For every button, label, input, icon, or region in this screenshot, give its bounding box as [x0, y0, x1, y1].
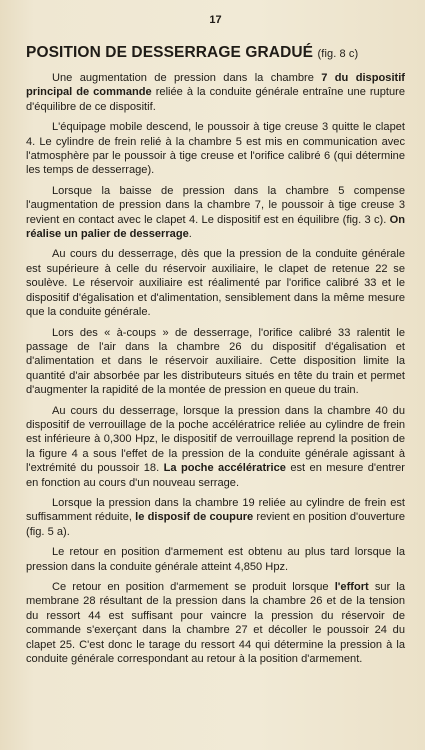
paragraph [26, 580, 405, 666]
figure-reference: (fig. 8 c) [317, 48, 359, 60]
text-run: Une augmentation de pression dans la chambre [52, 72, 322, 84]
text-run: Lors des « à-coups » de desserrage, l'orifice calibré 33 ralentit le passage de l'air dans la chambre 26 du dispositif d'égalisation et d'alimentation et dans le réservoir auxiliaire. Cette disposition limite la quantité d'air absorbée par les distributeurs situés en tête du train et permet d'augmenter la rapidité de la montée de pression en queue du train. [26, 326, 405, 397]
paragraph [26, 247, 405, 319]
section-heading [26, 44, 405, 62]
text-run: revient en position d'ouverture (fig. 5 a). [26, 511, 406, 538]
bold-text: On réalise un palier de desserrage [26, 213, 405, 241]
paragraph [26, 184, 405, 242]
body-text [26, 71, 405, 666]
text-run: . [188, 228, 192, 241]
text-run: Lorsque la baisse de pression dans la chambre 5 compense l'augmentation de pression dans la chambre 7, le poussoir à tige creuse 3 revient en contact avec le clapet 4. Le dispositif est en équilibre (fig. 3 c). [26, 184, 405, 226]
text-run: Au cours du desserrage, dès que la pression de la conduite générale est supérieure à celle du réservoir auxiliaire, le clapet de retenue 22 se soulève. Le réservoir auxiliaire est réalimenté par l'orifice calibré 33 et le dispositif d'égalisation et d'alimentation, sensiblement dans la même mesure que la conduite générale. [26, 248, 405, 319]
bold-text: l'effort [334, 581, 369, 593]
bold-text: 7 du dispositif principal de commande [26, 72, 406, 99]
paragraph [26, 545, 405, 574]
paragraph [26, 120, 405, 178]
bold-text: La poche accélératrice [163, 462, 286, 475]
paragraph [26, 71, 405, 114]
text-run: L'équipage mobile descend, le poussoir à tige creuse 3 quitte le clapet 4. Le cylindre de frein relié à la chambre 5 est mis en communication avec l'atmosphère par le poussoir à tige creuse et l'orifice calibré 6 (qui détermine les temps de desserrage). [26, 121, 405, 177]
text-run: Ce retour en position d'armement se produit lorsque [52, 581, 335, 593]
paragraph [26, 496, 405, 539]
text-run: Au cours du desserrage, lorsque la pression dans la chambre 40 du dispositif de verrouillage de la poche accélératrice reliée au cylindre de frein est inférieure à 0,300 Hpz, le dispositif de verrouillage reprend la position de la figure 4 a sous l'effet de la pression de la conduite générale agissant à l'extrémité du poussoir 18. [26, 404, 405, 475]
text-run: sur la membrane 28 résultant de la pression dans la chambre 26 et de la tension du ressort 44 est suffisant pour vaincre la pression du réservoir de commande s'exerçant dans la chambre 27 et décoller le poussoir 24 du clapet 25. C'est donc le tarage du ressort 44 qui détermine la pression à la conduite générale correspondant au retour à la position d'armement. [26, 581, 405, 666]
text-run: reliée à la conduite générale entraîne une rupture d'équilibre de ce dispositif. [26, 86, 405, 113]
text-run: Lorsque la pression dans la chambre 19 reliée au cylindre de frein est suffisamment réduite, [26, 496, 405, 524]
section-title: POSITION DE DESSERRAGE GRADUÉ [26, 44, 314, 61]
page-number: 17 [209, 14, 222, 26]
text-run: est en mesure d'entrer en fonction au cours d'un nouveau serrage. [26, 462, 405, 489]
paragraph [26, 326, 405, 398]
paragraph [26, 404, 405, 490]
bold-text: le disposif de coupure [135, 511, 254, 524]
text-run: Le retour en position d'armement est obtenu au plus tard lorsque la pression dans la conduite générale atteint 4,850 Hpz. [26, 546, 405, 573]
